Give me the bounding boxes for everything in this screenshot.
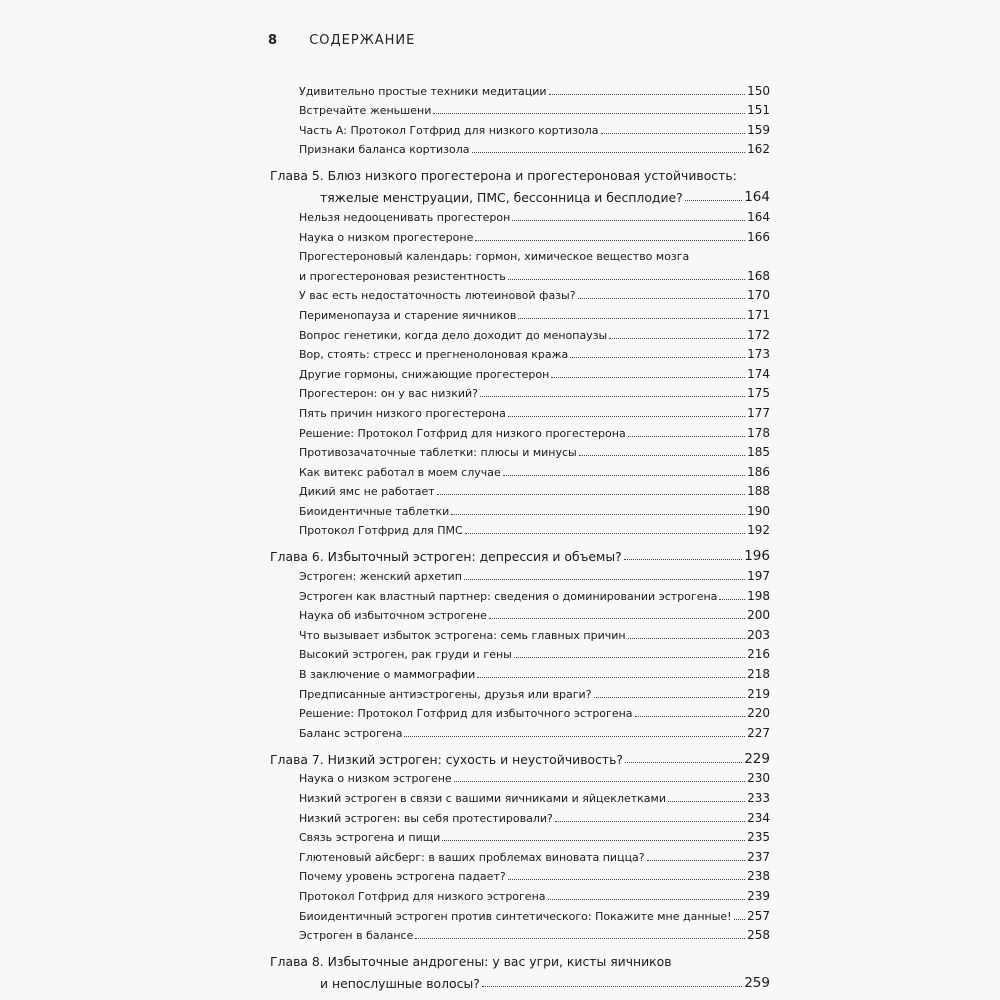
toc-entry [270,479,770,499]
toc-entry [270,224,770,244]
dot-leader [465,533,745,534]
dot-leader [475,240,745,241]
toc-entry-page: 150 [747,83,770,98]
dot-leader [508,879,745,880]
dot-leader [508,416,745,417]
section-title: СОДЕРЖАНИЕ [309,33,416,48]
toc-entry-page: 234 [747,810,770,825]
dot-leader [433,113,745,114]
toc-entry-page: 259 [744,975,770,992]
toc-entry-page: 220 [747,706,770,721]
dot-leader [594,697,746,698]
toc-entry-page: 178 [747,425,770,440]
toc-entry-page: 170 [747,288,770,303]
toc-entry-title: Удивительно простые техники медитации [299,84,547,98]
toc-entry-page: 200 [747,608,770,623]
toc-entry-page: 192 [747,523,770,538]
dot-leader [415,938,745,939]
toc-entry-title: В заключение о маммографии [299,668,476,682]
toc-entry [270,864,770,884]
dot-leader [668,801,745,802]
dot-leader [549,94,746,95]
toc-entry [270,518,770,538]
toc-entry [270,805,770,825]
toc-entry-page: 196 [744,548,770,565]
toc-entry [270,785,770,805]
dot-leader [624,559,743,560]
toc-entry-page: 238 [747,869,770,884]
toc-entry-title: Биоидентичный эстроген против синтетического: Покажите мне данные! [299,909,732,923]
toc-entry [270,204,770,224]
toc-entry-page: 233 [747,791,770,805]
toc-entry-title: Наука о низком прогестероне [299,230,474,244]
toc-entry-title: Пять причин низкого прогестерона [299,406,506,420]
page-number: 8 [268,33,279,48]
toc-entry-title: Эстроген в балансе [299,929,414,943]
toc-entry [270,322,770,342]
toc-entry [270,400,770,420]
toc-entry [270,583,770,603]
toc-entry-title: Вопрос генетики, когда дело доходит до менопаузы [299,328,608,342]
toc-entry-page: 168 [747,268,770,283]
toc-entry [270,844,770,864]
toc-entry [270,603,770,623]
toc-entry-title: и прогестероновая резистентность [299,269,506,283]
toc-entry-title: Протокол Готфрид для низкого эстрогена [299,889,546,903]
toc-entry-page: 258 [747,928,770,943]
toc-entry-title: Глава 5. Блюз низкого прогестерона и прогестероновая устойчивость: [270,168,737,184]
toc-entry-page: 239 [747,888,770,903]
dot-leader [628,638,746,639]
dot-leader [508,279,745,280]
toc-entry-title: Глютеновый айсберг: в ваших проблемах виновата пицца? [299,850,645,864]
dot-leader [482,986,742,987]
toc-entry-page: 175 [747,386,770,401]
toc-entry-page: 237 [747,849,770,864]
dot-leader [489,618,745,619]
toc-entry-page: 219 [747,686,770,701]
toc-entry [270,342,770,362]
dot-leader [451,514,745,515]
toc-entry [270,541,770,563]
dot-leader [578,298,746,299]
toc-entry-page: 188 [747,484,770,499]
toc-entry [270,263,770,283]
toc-entry-title: Высокий эстроген, рак груди и гены [299,648,512,662]
dot-leader [625,762,742,763]
dot-leader [514,657,745,658]
toc-entry-page: 203 [747,627,770,642]
toc-entry-title: Нельзя недооценивать прогестерон [299,210,511,224]
toc-entry [270,563,770,583]
toc-entry [270,283,770,303]
toc-entry-page: 159 [747,122,770,137]
dot-leader [518,318,745,319]
toc-entry-title: Что вызывает избыток эстрогена: семь главных причин [299,628,626,642]
toc-entry [270,420,770,440]
toc-entry-title: Предписанные антиэстрогены, друзья или враги? [299,687,592,701]
toc-entry-page: 185 [747,445,770,460]
dot-leader [609,338,745,339]
toc-entry [270,744,770,766]
dot-leader [404,736,745,737]
toc-entry-page: 151 [747,103,770,118]
table-of-contents [270,78,770,990]
toc-entry-title: У вас есть недостаточность лютеиновой фазы? [299,289,576,303]
toc-entry [270,701,770,721]
toc-entry [270,381,770,401]
toc-entry-page: 166 [747,229,770,244]
toc-entry [270,720,770,740]
toc-entry-title: Вор, стоять: стресс и прегненолоновая кража [299,348,569,362]
dot-leader [454,781,745,782]
toc-entry-page: 235 [747,830,770,845]
toc-entry-page: 198 [747,588,770,603]
toc-entry-title: Дикий ямс не работает [299,485,435,499]
dot-leader [628,436,745,437]
toc-entry [270,681,770,701]
toc-entry-title: тяжелые менструации, ПМС, бессонница и бесплодие? [320,190,683,206]
toc-entry [270,622,770,642]
dot-leader [719,599,745,600]
dot-leader [480,396,745,397]
toc-entry-title: Низкий эстроген в связи с вашими яичниками и яйцеклетками [299,792,666,805]
toc-entry-title: Эстроген как властный партнер: сведения о доминировании эстрогена [299,589,718,603]
toc-entry-title: Связь эстрогена и пищи [299,831,441,845]
dot-leader [464,579,745,580]
dot-leader [570,357,745,358]
toc-entry-page: 164 [747,209,770,224]
dot-leader [635,716,746,717]
toc-entry-title: Как витекс работал в моем случае [299,465,501,479]
dot-leader [548,899,746,900]
dot-leader [442,840,745,841]
toc-entry-title: Биоидентичные таблетки [299,504,450,518]
dot-leader [512,220,745,221]
dot-leader [555,821,745,822]
page-header [268,33,415,48]
toc-entry-page: 186 [747,464,770,479]
toc-entry-title: Перименопауза и старение яичников [299,308,517,322]
toc-entry-title: Прогестерон: он у вас низкий? [299,387,479,401]
dot-leader [472,152,746,153]
dot-leader [477,677,745,678]
toc-entry [270,766,770,786]
toc-entry-page: 173 [747,347,770,362]
toc-entry-title: Наука о низком эстрогене [299,772,452,786]
toc-entry [270,302,770,322]
toc-entry-title: Почему уровень эстрогена падает? [299,870,506,884]
toc-entry [270,137,770,157]
toc-entry-page: 216 [747,647,770,662]
toc-entry-page: 197 [747,569,770,584]
toc-entry-title: Прогестероновый календарь: гормон, химическое вещество мозга [299,250,690,264]
toc-entry-page: 190 [747,503,770,518]
toc-entry-page: 172 [747,327,770,342]
toc-entry [270,642,770,662]
dot-leader [647,860,745,861]
toc-entry-title: Глава 8. Избыточные андрогены: у вас угри, кисты яичников [270,954,672,970]
toc-entry-page: 171 [747,307,770,322]
toc-entry-page: 229 [744,750,770,767]
toc-entry [270,244,770,264]
toc-entry [270,78,770,98]
dot-leader [601,133,746,134]
toc-entry [270,98,770,118]
dot-leader [734,919,746,920]
toc-entry-title: и непослушные волосы? [320,976,480,992]
dot-leader [685,200,742,201]
toc-entry-title: Противозачаточные таблетки: плюсы и минусы [299,446,577,460]
toc-entry-page: 164 [744,189,770,206]
dot-leader [437,494,745,495]
toc-entry-page: 230 [747,771,770,786]
toc-entry-title: Другие гормоны, снижающие прогестерон [299,367,550,381]
dot-leader [551,377,745,378]
toc-entry [270,903,770,923]
toc-entry-title: Встречайте женьшени [299,104,432,118]
toc-entry [270,946,770,968]
toc-entry-page: 218 [747,667,770,682]
toc-entry-page: 177 [747,405,770,420]
toc-entry-title: Баланс эстрогена [299,726,403,740]
toc-entry [270,440,770,460]
toc-entry-title: Глава 7. Низкий эстроген: сухость и неустойчивость? [270,751,623,767]
toc-entry-page: 227 [747,725,770,740]
toc-entry-title: Низкий эстроген: вы себя протестировали? [299,811,553,825]
dot-leader [579,455,745,456]
toc-entry-page: 257 [747,908,770,923]
toc-entry-title: Глава 6. Избыточный эстроген: депрессия и объемы? [270,549,622,565]
toc-entry [270,117,770,137]
toc-entry-title: Протокол Готфрид для ПМС [299,524,463,538]
toc-entry [270,968,770,990]
toc-entry-title: Решение: Протокол Готфрид для избыточного эстрогена [299,707,633,721]
toc-entry [270,459,770,479]
toc-entry [270,923,770,943]
toc-entry-title: Решение: Протокол Готфрид для низкого прогестерона [299,426,626,440]
toc-entry [270,160,770,182]
toc-entry [270,182,770,204]
dot-leader [503,475,745,476]
toc-entry [270,661,770,681]
toc-entry-title: Признаки баланса кортизола [299,143,470,157]
toc-entry [270,883,770,903]
toc-entry [270,498,770,518]
toc-entry-title: Часть А: Протокол Готфрид для низкого кортизола [299,123,599,137]
toc-entry [270,825,770,845]
toc-entry [270,361,770,381]
toc-entry-title: Эстроген: женский архетип [299,570,462,584]
toc-entry-page: 162 [747,142,770,157]
toc-entry-title: Наука об избыточном эстрогене [299,609,487,623]
toc-entry-page: 174 [747,366,770,381]
